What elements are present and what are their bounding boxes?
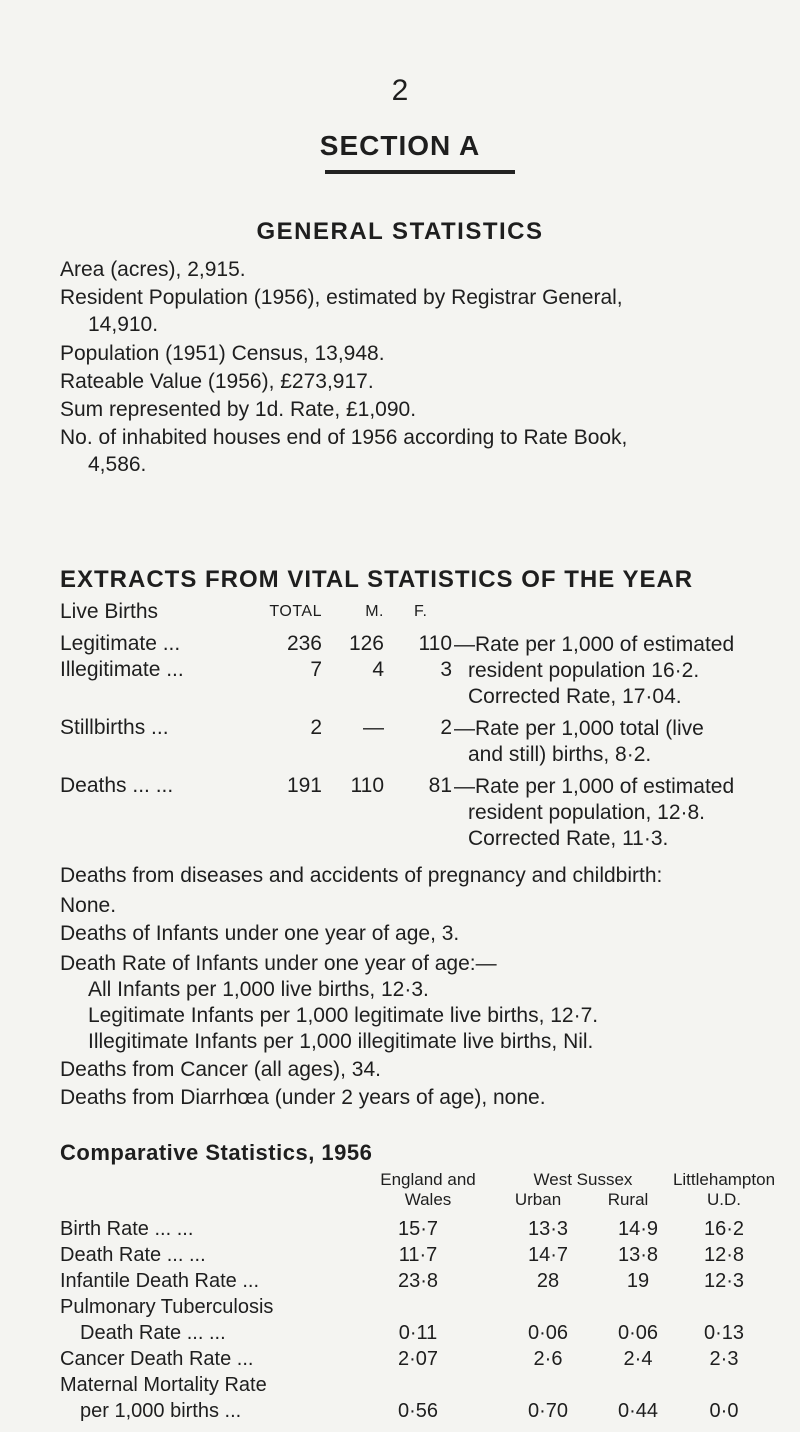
row-note-line-2: resident population, 12·8.	[468, 801, 705, 824]
col-littlehampton-line-1: Littlehampton	[672, 1170, 776, 1189]
row-label: Pulmonary Tuberculosis	[60, 1296, 274, 1318]
row-note-line-2: resident population 16·2.	[468, 659, 700, 682]
value-rural: 14·9	[617, 1218, 659, 1240]
cancer-deaths-line: Deaths from Cancer (all ages), 34.	[60, 1058, 381, 1081]
sum-represented-line: Sum represented by 1d. Rate, £1,090.	[60, 398, 417, 421]
value-littlehampton: 12·8	[703, 1244, 745, 1266]
row-total: 236	[286, 632, 322, 655]
value-england-wales: 0·56	[397, 1400, 439, 1422]
col-littlehampton-line-2: U.D.	[707, 1190, 741, 1209]
row-label: Death Rate ... ...	[60, 1244, 206, 1266]
row-note-line-1: —Rate per 1,000 of estimated	[454, 633, 735, 656]
col-rural: Rural	[607, 1190, 649, 1209]
resident-population-line-1: Resident Population (1956), estimated by Registrar General,	[60, 286, 623, 309]
table-row	[60, 1216, 780, 1242]
value-urban: 0·06	[527, 1322, 569, 1344]
row-female: 2	[440, 716, 452, 739]
row-total: 2	[310, 716, 322, 739]
value-england-wales: 11·7	[398, 1244, 438, 1266]
col-urban: Urban	[514, 1190, 562, 1209]
value-rural: 0·44	[617, 1400, 659, 1422]
legitimate-infants-line: Legitimate Infants per 1,000 legitimate live births, 12·7.	[88, 1004, 599, 1027]
row-label: Deaths ... ...	[60, 774, 174, 797]
value-rural: 0·06	[617, 1322, 659, 1344]
general-statistics-heading: GENERAL STATISTICS	[256, 218, 544, 245]
value-rural: 13·8	[617, 1244, 659, 1266]
houses-line-1: No. of inhabited houses end of 1956 according to Rate Book,	[60, 426, 628, 449]
row-label: Cancer Death Rate ...	[60, 1348, 254, 1370]
female-header: F.	[414, 603, 428, 620]
value-littlehampton: 0·13	[703, 1322, 745, 1344]
row-female: 3	[440, 658, 452, 681]
table-row	[60, 1268, 780, 1294]
col-england-wales	[368, 1170, 488, 1210]
col-west-sussex: West Sussex	[533, 1170, 633, 1189]
infant-rate-heading: Death Rate of Infants under one year of age:—	[60, 952, 497, 975]
value-urban: 28	[536, 1270, 560, 1292]
row-note-line-1: —Rate per 1,000 total (live	[454, 717, 704, 740]
row-label-line-2: Death Rate ... ...	[80, 1322, 226, 1344]
row-male: 126	[348, 632, 384, 655]
live-births-label: Live Births	[60, 600, 159, 623]
houses-line-2: 4,586.	[88, 453, 147, 476]
value-england-wales: 23·8	[397, 1270, 439, 1292]
col-england-wales-line-2: Wales	[404, 1190, 452, 1209]
row-label: Maternal Mortality Rate	[60, 1374, 267, 1396]
row-female: 110	[418, 632, 452, 655]
value-urban: 14·7	[527, 1244, 569, 1266]
area-line: Area (acres), 2,915.	[60, 258, 246, 281]
col-england-wales-line-1: England and	[380, 1170, 476, 1189]
row-female: 81	[428, 774, 452, 797]
value-england-wales: 0·11	[398, 1322, 438, 1344]
value-england-wales: 2·07	[397, 1348, 439, 1370]
row-note-line-3: Corrected Rate, 11·3.	[468, 827, 669, 850]
value-urban: 2·6	[533, 1348, 563, 1370]
row-label-line-2: per 1,000 births ...	[80, 1400, 242, 1422]
rateable-value-line: Rateable Value (1956), £273,917.	[60, 370, 374, 393]
row-label: Legitimate ...	[60, 632, 181, 655]
row-label: Illegitimate ...	[60, 658, 184, 681]
value-england-wales: 15·7	[397, 1218, 439, 1240]
row-male: —	[363, 716, 384, 739]
table-row	[60, 1346, 780, 1372]
section-title: SECTION A	[319, 130, 481, 161]
value-littlehampton: 16·2	[703, 1218, 745, 1240]
comparative-table	[60, 1170, 780, 1430]
all-infants-line: All Infants per 1,000 live births, 12·3.	[88, 978, 429, 1001]
col-littlehampton	[668, 1170, 780, 1210]
value-urban: 0·70	[527, 1400, 569, 1422]
male-header: M.	[365, 603, 384, 620]
diarrhoea-deaths-line: Deaths from Diarrhœa (under 2 years of age), none.	[60, 1086, 546, 1109]
row-label: Infantile Death Rate ...	[60, 1270, 260, 1292]
extracts-heading: EXTRACTS FROM VITAL STATISTICS OF THE YEAR	[60, 566, 694, 593]
value-urban: 13·3	[527, 1218, 569, 1240]
total-header: TOTAL	[269, 603, 322, 620]
illegitimate-infants-line: Illegitimate Infants per 1,000 illegitimate live births, Nil.	[88, 1030, 594, 1053]
table-row	[60, 1242, 780, 1268]
row-total: 191	[286, 774, 322, 797]
table-row	[60, 1372, 780, 1424]
row-note-line-2: and still) births, 8·2.	[468, 743, 652, 766]
row-male: 4	[372, 658, 384, 681]
page-number: 2	[391, 74, 409, 107]
row-note-line-1: —Rate per 1,000 of estimated	[454, 775, 735, 798]
value-littlehampton: 2·3	[709, 1348, 739, 1370]
value-littlehampton: 12·3	[703, 1270, 745, 1292]
pregnancy-deaths-line-1: Deaths from diseases and accidents of pregnancy and childbirth:	[60, 864, 663, 887]
value-rural: 2·4	[623, 1348, 653, 1370]
resident-population-line-2: 14,910.	[88, 313, 159, 336]
census-line: Population (1951) Census, 13,948.	[60, 342, 385, 365]
comparative-heading: Comparative Statistics, 1956	[60, 1140, 373, 1165]
infant-deaths-line: Deaths of Infants under one year of age, 3.	[60, 922, 460, 945]
pregnancy-deaths-line-2: None.	[60, 894, 117, 917]
value-littlehampton: 0·0	[709, 1400, 739, 1422]
row-label: Stillbirths ...	[60, 716, 169, 739]
table-row	[60, 1294, 780, 1346]
row-male: 110	[350, 774, 384, 797]
row-note-line-3: Corrected Rate, 17·04.	[468, 685, 682, 708]
row-total: 7	[310, 658, 322, 681]
value-rural: 19	[626, 1270, 650, 1292]
row-label: Birth Rate ... ...	[60, 1218, 194, 1240]
